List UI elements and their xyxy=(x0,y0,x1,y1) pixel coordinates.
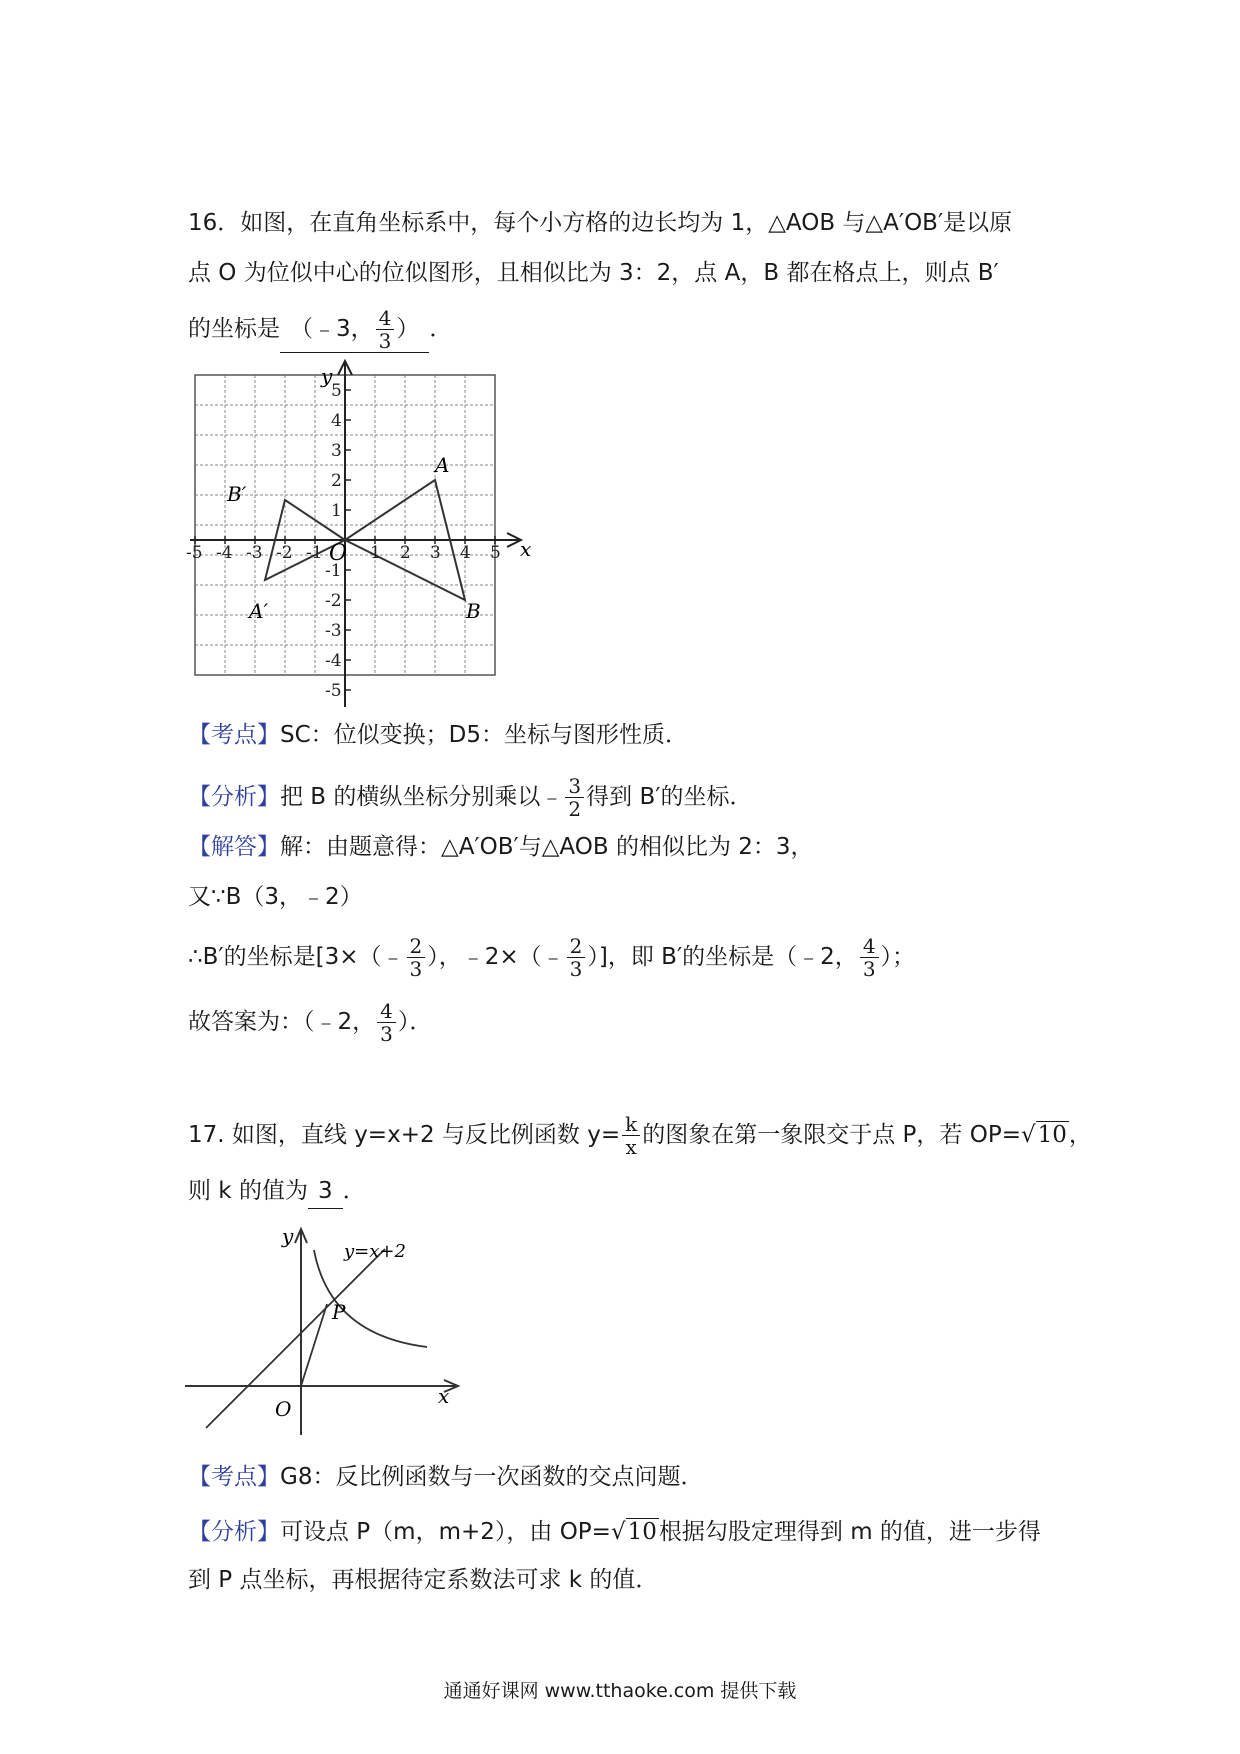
kaodian-text: SC：位似变换；D5：坐标与图形性质． xyxy=(280,722,689,748)
origin-label: O xyxy=(275,1397,292,1421)
q17-k-den: x xyxy=(625,1135,637,1159)
q16-fenxi xyxy=(188,775,752,820)
point-A-label: A xyxy=(435,453,450,477)
origin-label: O xyxy=(329,541,348,566)
kaodian-tag: 【考点】 xyxy=(188,1464,280,1490)
q17-sqrt-value: 10 xyxy=(1037,1122,1067,1148)
q16-jieda xyxy=(188,830,814,864)
q17-k-fraction xyxy=(622,1113,640,1158)
ans-text-b: ）． xyxy=(397,1009,433,1035)
q16-you: 又∵B（3，﹣2） xyxy=(188,884,363,910)
x-tick-label: -4 xyxy=(216,543,233,563)
q17-line2 xyxy=(188,1174,366,1209)
q16-answer-a: （﹣3， xyxy=(290,316,374,342)
ans-den: 3 xyxy=(380,1022,393,1046)
x-tick-label: 4 xyxy=(460,543,471,563)
q17-text-a: 17. 如图，直线 y=x+2 与反比例函数 y= xyxy=(188,1122,621,1148)
so-den-1: 3 xyxy=(409,957,423,981)
so-text-d: ）； xyxy=(880,944,916,970)
y-tick-label: 2 xyxy=(331,471,342,491)
y-tick-label: -4 xyxy=(325,651,342,671)
fenxi-text-a: 把 B 的横纵坐标分别乘以﹣ xyxy=(280,784,564,810)
y-axis-label: y xyxy=(321,364,333,388)
q16-line3 xyxy=(188,307,452,353)
q17-line2-suffix: ． xyxy=(342,1178,366,1204)
x-tick-label: 3 xyxy=(430,543,441,563)
q16-line2: 点 O 为位似中心的位似图形，且相似比为 3：2，点 A，B 都在格点上，则点 B′ xyxy=(188,260,999,286)
kaodian-text: G8：反比例函数与一次函数的交点问题． xyxy=(280,1464,704,1490)
line-label: y=x+2 xyxy=(344,1241,406,1262)
q16-answer-b: ） xyxy=(396,316,420,342)
y-tick-label: -3 xyxy=(325,621,342,641)
fenxi-num: 3 xyxy=(565,775,584,798)
y-tick-label: 3 xyxy=(331,441,342,461)
fenxi-sqrt-value: 10 xyxy=(627,1519,657,1545)
x-tick-label: 1 xyxy=(370,543,381,563)
q16-answer-den: 3 xyxy=(378,329,392,353)
so-fraction-2 xyxy=(567,935,586,980)
x-tick-label: -1 xyxy=(306,543,323,563)
fenxi-text-b: 得到 B′的坐标． xyxy=(586,784,753,810)
y-tick-label: 1 xyxy=(331,501,342,521)
x-tick-label: 2 xyxy=(400,543,411,563)
y-tick-label: -5 xyxy=(325,681,342,701)
fenxi-text-b: 根据勾股定理得到 m 的值，进一步得 xyxy=(658,1519,1041,1545)
q16-coordinate-figure xyxy=(185,365,530,710)
so-fraction-1 xyxy=(407,935,426,980)
q17-answer-blank: 3 xyxy=(308,1174,343,1209)
ans-fraction xyxy=(377,1000,396,1045)
x-tick-label: -3 xyxy=(246,543,263,563)
q17-graph-figure xyxy=(180,1225,480,1440)
ans-num: 4 xyxy=(377,1000,396,1023)
q16-answer-fraction xyxy=(376,307,395,352)
fenxi-tag: 【分析】 xyxy=(188,1519,280,1545)
y-axis-label: y xyxy=(282,1224,294,1248)
kaodian-tag: 【考点】 xyxy=(188,722,280,748)
q16-so xyxy=(188,935,915,980)
jieda-tag: 【解答】 xyxy=(188,834,280,860)
so-text-a: ∴B′的坐标是[3×（﹣ xyxy=(188,944,405,970)
so-num-1: 2 xyxy=(407,935,426,958)
x-tick-label: 5 xyxy=(490,543,501,563)
x-axis-label: x xyxy=(438,1384,450,1408)
fenxi-text-a: 可设点 P（m，m+2），由 OP= xyxy=(280,1519,611,1545)
ans-text-a: 故答案为：（﹣2， xyxy=(188,1009,376,1035)
q16-line3-suffix: ． xyxy=(429,316,453,342)
so-num-3: 4 xyxy=(860,935,879,958)
so-den-3: 3 xyxy=(862,957,876,981)
q16-answer-num: 4 xyxy=(376,307,395,330)
q17-sqrt: √10 xyxy=(1020,1122,1067,1148)
y-tick-label: -2 xyxy=(325,591,342,611)
q16-answer-blank xyxy=(280,307,429,353)
q16-kaodian xyxy=(188,718,688,752)
page-footer: 通通好课网 www.tthaoke.com 提供下载 xyxy=(443,1680,797,1702)
q17-fenxi-line2: 到 P 点坐标，再根据待定系数法可求 k 的值． xyxy=(188,1567,659,1593)
q17-k-num: k xyxy=(622,1113,640,1136)
q17-line2-prefix: 则 k 的值为 xyxy=(188,1178,308,1204)
point-A2-label: A′ xyxy=(249,599,268,623)
y-tick-label: 4 xyxy=(331,411,342,431)
point-B-label: B xyxy=(466,599,481,623)
q17-text-b: 的图象在第一象限交于点 P，若 OP= xyxy=(642,1122,1021,1148)
q16-line3-prefix: 的坐标是 xyxy=(188,316,280,342)
so-text-c: ）]，即 B′的坐标是（﹣2， xyxy=(587,944,858,970)
y-tick-label: -1 xyxy=(325,561,342,581)
x-axis-label: x xyxy=(520,537,532,561)
q16-answer-line xyxy=(188,1000,432,1045)
q17-kaodian xyxy=(188,1460,703,1494)
fenxi-den: 2 xyxy=(568,797,582,821)
so-fraction-3 xyxy=(860,935,879,980)
x-tick-label: -2 xyxy=(276,543,293,563)
q17-line1 xyxy=(188,1113,1092,1158)
y-tick-label: 5 xyxy=(331,381,342,401)
point-P-label: P xyxy=(332,1300,346,1324)
fenxi-sqrt: √10 xyxy=(610,1519,657,1545)
so-text-b: ），﹣2×（﹣ xyxy=(427,944,565,970)
x-tick-label: -5 xyxy=(186,543,203,563)
so-num-2: 2 xyxy=(567,935,586,958)
jieda-text: 解：由题意得：△A′OB′与△AOB 的相似比为 2：3， xyxy=(280,834,814,860)
q16-line1: 16．如图，在直角坐标系中，每个小方格的边长均为 1，△AOB 与△A′OB′是以原 xyxy=(188,210,1013,236)
so-den-2: 3 xyxy=(569,957,583,981)
fenxi-tag: 【分析】 xyxy=(188,784,280,810)
segment-OP xyxy=(301,1304,327,1386)
q17-fenxi xyxy=(188,1515,1041,1549)
q17-text-c: ， xyxy=(1068,1122,1092,1148)
line-y-eq-x-plus-2 xyxy=(206,1249,385,1428)
point-B2-label: B′ xyxy=(227,482,247,506)
fenxi-fraction xyxy=(565,775,584,820)
